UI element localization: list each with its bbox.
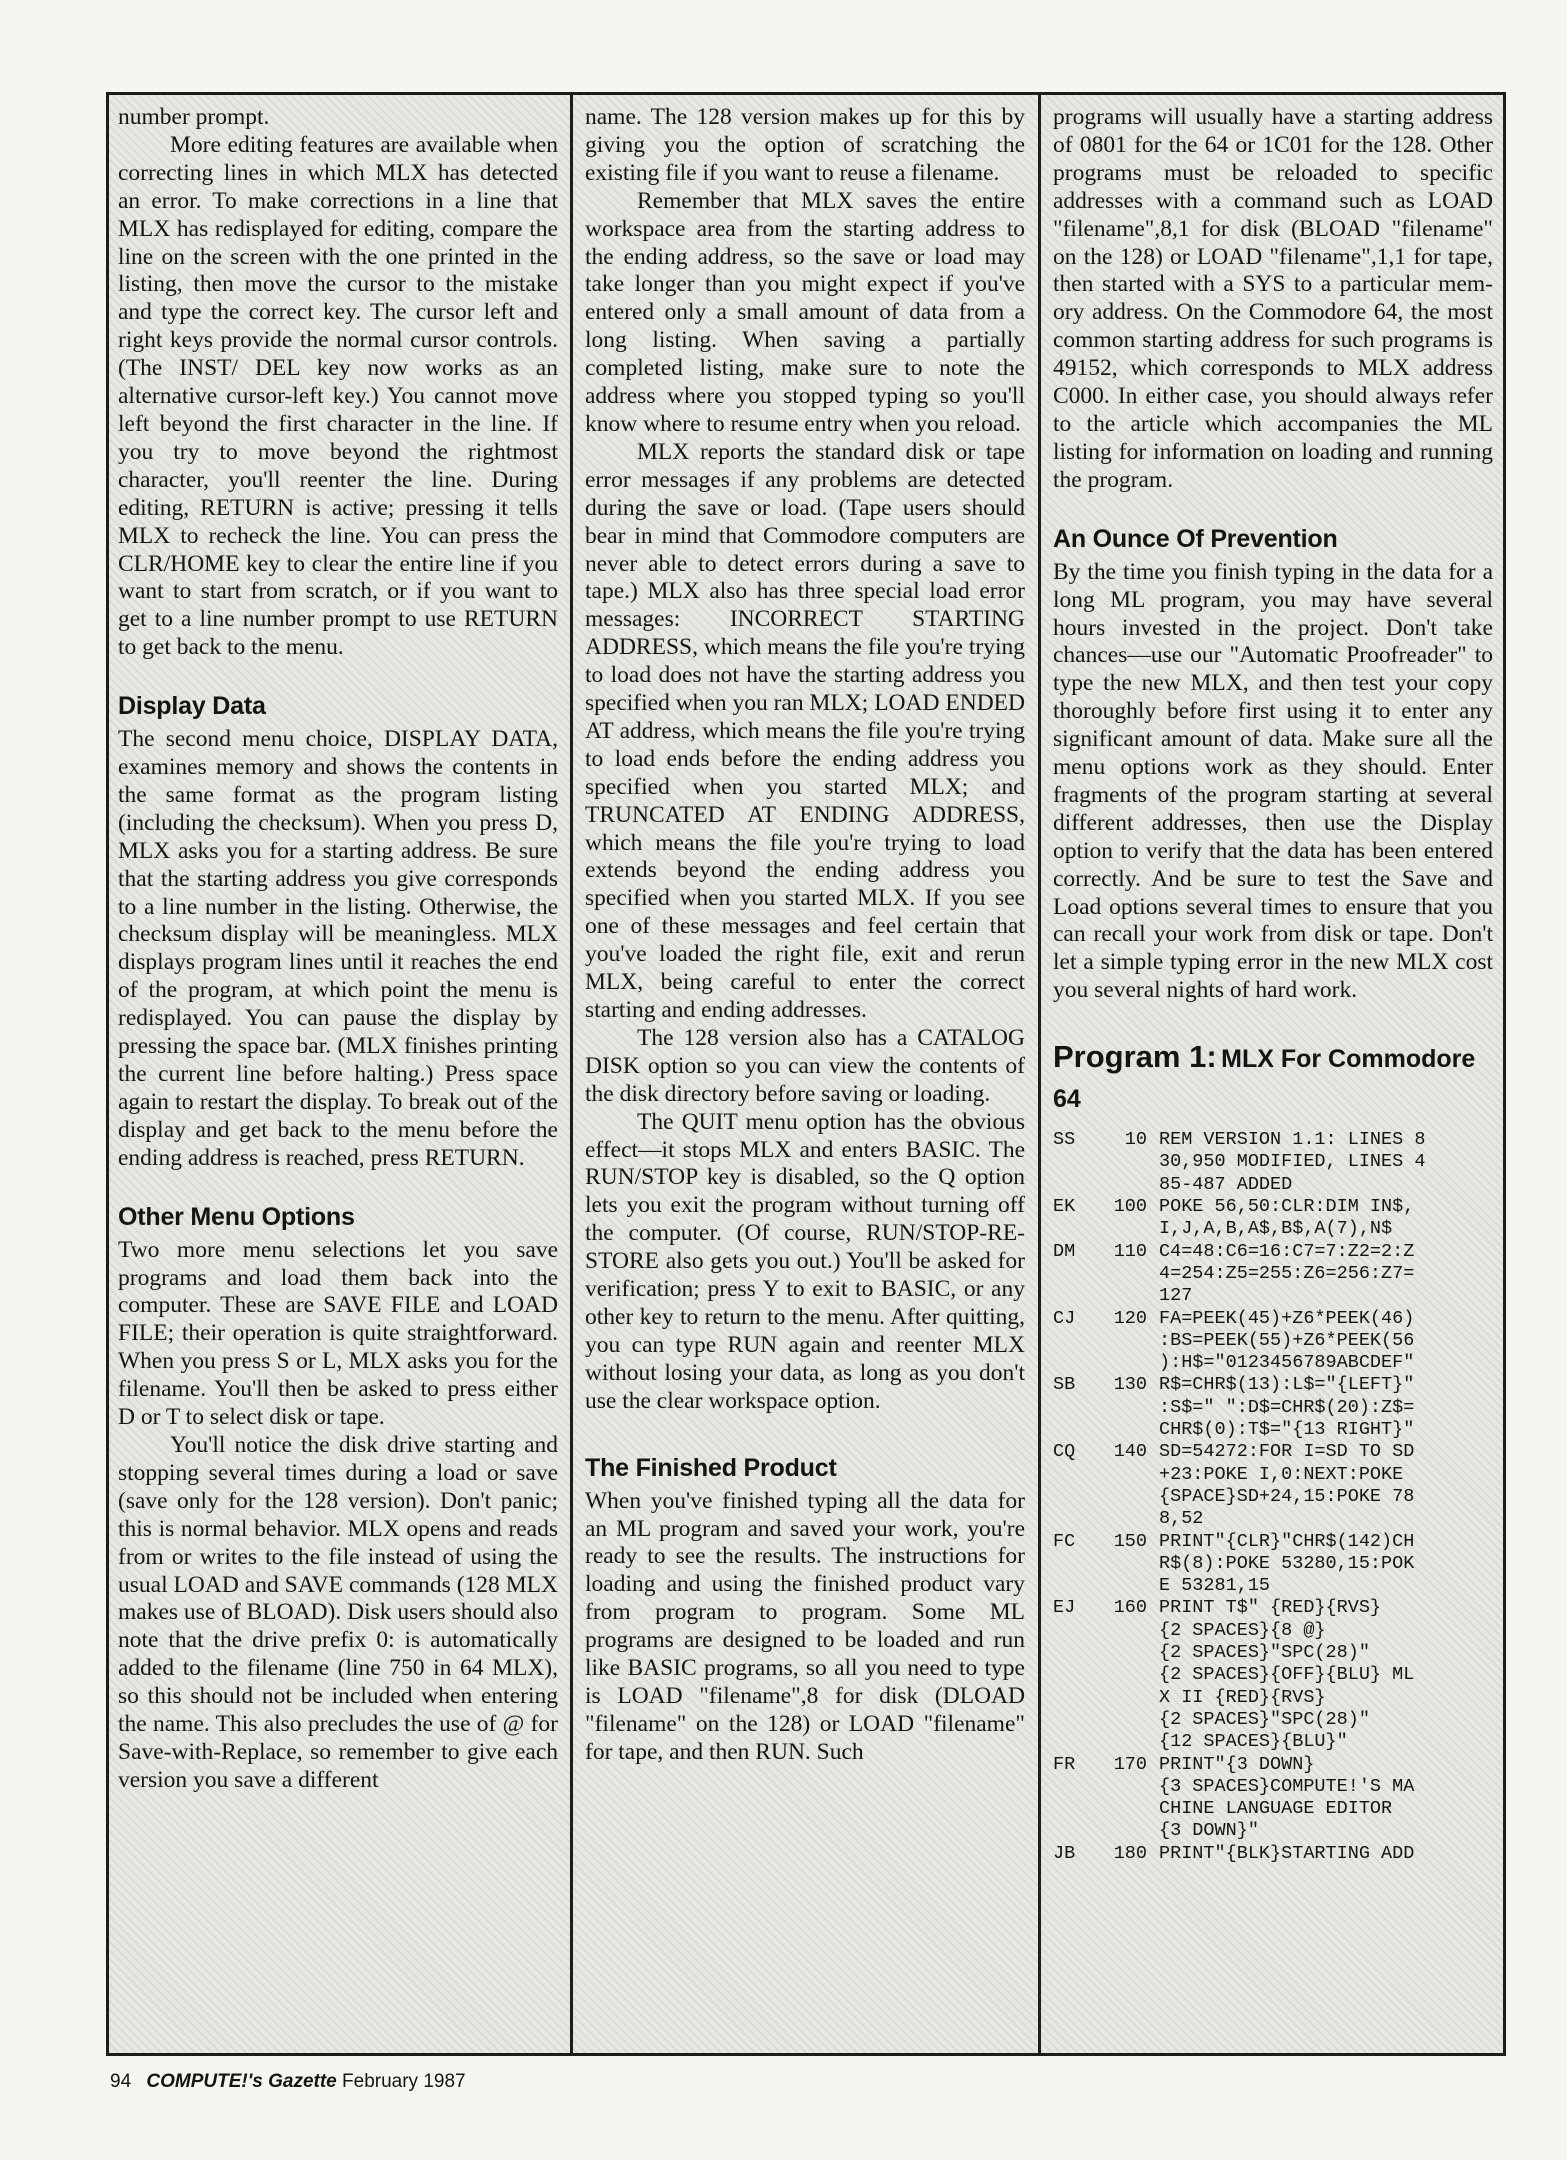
paragraph: name. The 128 version makes up for this by giving you the option of scratching the existing file if you want to reuse a filename. — [585, 104, 1025, 186]
code-line: FA=PEEK(45)+Z6*PEEK(46) — [1159, 1307, 1415, 1329]
checksum: EK — [1053, 1196, 1076, 1218]
column-divider — [570, 92, 573, 2056]
code — [1159, 1129, 1493, 1196]
line-number: 150 — [1113, 1530, 1147, 1552]
paragraph: Two more menu selections let you save programs and load them back into the computer. These are SAVE FILE and LOAD FILE; their operation is quite straightforward. When you press S or L, MLX asks you for the filename. You'll then be asked to press either D or T to select disk or tape. — [118, 1236, 558, 1431]
checksum: SS — [1053, 1129, 1076, 1151]
code-line: R$=CHR$(13):L$="{LEFT}" — [1159, 1374, 1415, 1396]
code — [1159, 1754, 1493, 1843]
code-line: C4=48:C6=16:C7=7:Z2=2:Z — [1159, 1240, 1415, 1262]
column-2 — [585, 104, 1025, 2048]
code-line: {2 SPACES}{OFF}{BLU} ML — [1159, 1664, 1415, 1686]
code — [1159, 1308, 1493, 1375]
section-heading-display-data: Display Data — [118, 692, 266, 721]
code-line: {3 SPACES}COMPUTE!'S MA — [1159, 1775, 1415, 1797]
code — [1159, 1374, 1493, 1441]
checksum: CJ — [1053, 1307, 1076, 1329]
code-line: PRINT T$" {RED}{RVS} — [1159, 1597, 1382, 1619]
issue-date: February 1987 — [342, 2071, 466, 2092]
line-number: 100 — [1113, 1196, 1147, 1218]
checksum: CQ — [1053, 1441, 1076, 1463]
listing-row — [1053, 1241, 1493, 1308]
section-heading-prevention: An Ounce Of Prevention — [1053, 524, 1338, 553]
code-line: {12 SPACES}{BLU}" — [1159, 1731, 1348, 1753]
code-line: {2 SPACES}"SPC(28)" — [1159, 1642, 1370, 1664]
column-1 — [118, 104, 558, 2048]
paragraph: The second menu choice, DISPLAY DATA, examines memory and shows the contents in the same format as the program listing (including the checksum). When you press D, MLX asks you for a starting address. Be sure that the starting address you give corresponds to a line number in the listing. Otherwise, the checksum display will be meaningless. MLX displays program lines until it reaches the end of the program, at which point the menu is redisplayed. You can pause the display by pressing the space bar. (MLX finishes printing the current line before halting.) Press space again to restart the display. To break out of the display and get back to the menu before the ending address is reached, press RETURN. — [118, 726, 558, 1171]
code — [1159, 1196, 1493, 1241]
code-line: PRINT"{3 DOWN} — [1159, 1753, 1315, 1775]
program-title-prefix: Program 1: — [1053, 1039, 1217, 1075]
paragraph: number prompt. — [118, 104, 270, 130]
listing-row — [1053, 1308, 1493, 1375]
code-line: 8,52 — [1159, 1508, 1204, 1530]
listing-row — [1053, 1597, 1493, 1753]
page-footer — [110, 2071, 466, 2093]
paragraph: You'll notice the disk drive starting and stopping several times during a load or save (save only for the 128 version). Don't panic; this is normal behavior. MLX opens and reads from or writes to the file instead of using the usual LOAD and SAVE commands (128 MLX makes use of BLOAD). Disk users should also note that the drive prefix 0: is automatically added to the filename (line 750 in 64 MLX), so this should not be included when entering the name. This also precludes the use of @ for Save-with-Replace, so remember to give each version you save a different — [118, 1431, 558, 1793]
paragraph: When you've finished typing all the data for an ML program and saved your work, you're ready to see the results. The instructions for loading and using the finished product vary from program to program. Some ML programs are designed to be loaded and run like BASIC programs, so all you need to type is LOAD "filename",8 for disk (DLOAD "filename" on the 128) or LOAD "filename" for tape, and then RUN. Such — [585, 1487, 1025, 1765]
code — [1159, 1441, 1493, 1530]
listing-row — [1053, 1531, 1493, 1598]
line-number: 180 — [1113, 1842, 1147, 1864]
checksum: FR — [1053, 1753, 1076, 1775]
code-line: ):H$="0123456789ABCDEF" — [1159, 1352, 1415, 1374]
paragraph: programs will usually have a starting address of 0801 for the 64 or 1C01 for the 128. Other programs must be reloaded to specific addresses with a command such as LOAD "filename",8,1 for disk (BLOAD "filename" on the 128) or LOAD "filename",1,1 for tape, then started with a SYS to a particular memory address. On the Commodore 64, the most common starting address for such programs is 49152, which corresponds to MLX address C000. In either case, you should always refer to the article which accompanies the ML listing for information on loading and running the program. — [1053, 104, 1493, 493]
checksum: DM — [1053, 1240, 1076, 1262]
line-number: 110 — [1113, 1240, 1147, 1262]
column-divider — [1038, 92, 1041, 2056]
paragraph: More editing features are available when correcting lines in which MLX has detected an error. To make corrections in a line that MLX has redisplayed for editing, compare the line on the screen with the one printed in the listing, then move the cursor to the mistake and type the correct key. The cursor left and right keys provide the normal cursor controls. (The INST/ DEL key now works as an alternative cursor-left key.) You cannot move left beyond the first character in the line. If you try to move beyond the rightmost character, you'll reenter the line. During editing, RETURN is active; pressing it tells MLX to recheck the line. You can press the CLR/HOME key to clear the entire line if you want to start from scratch, or if you want to get to a line number prompt to use RETURN to get back to the menu. — [118, 131, 558, 661]
line-number: 170 — [1113, 1753, 1147, 1775]
code-line: PRINT"{BLK}STARTING ADD — [1159, 1842, 1415, 1864]
program-title-rest: MLX For Commodore 64 — [1053, 1045, 1476, 1114]
checksum: JB — [1053, 1842, 1076, 1864]
code-line: {2 SPACES}{8 @} — [1159, 1619, 1326, 1641]
line-number: 130 — [1113, 1374, 1147, 1396]
program-title — [1053, 1039, 1493, 1121]
section-heading-finished-product: The Finished Product — [585, 1453, 837, 1482]
code-line: E 53281,15 — [1159, 1575, 1271, 1597]
code-line: POKE 56,50:CLR:DIM IN$, — [1159, 1196, 1415, 1218]
listing-row — [1053, 1374, 1493, 1441]
code-line: X II {RED}{RVS} — [1159, 1686, 1326, 1708]
code-line: {3 DOWN}" — [1159, 1820, 1259, 1842]
section-heading-other-menu-options: Other Menu Options — [118, 1202, 355, 1231]
code-line: +23:POKE I,0:NEXT:POKE — [1159, 1463, 1404, 1485]
code-line: :BS=PEEK(55)+Z6*PEEK(56 — [1159, 1329, 1415, 1351]
code-line: CHR$(0):T$="{13 RIGHT}" — [1159, 1419, 1415, 1441]
code-line: R$(8):POKE 53280,15:POK — [1159, 1552, 1415, 1574]
page-number: 94 — [110, 2071, 132, 2092]
code — [1159, 1843, 1493, 1865]
code-line: 85-487 ADDED — [1159, 1173, 1293, 1195]
code-line: I,J,A,B,A$,B$,A(7),N$ — [1159, 1218, 1393, 1240]
line-number: 10 — [1124, 1129, 1147, 1151]
line-number: 140 — [1113, 1441, 1147, 1463]
code-line: {SPACE}SD+24,15:POKE 78 — [1159, 1485, 1415, 1507]
code — [1159, 1597, 1493, 1753]
code-line: :S$=" ":D$=CHR$(20):Z$= — [1159, 1396, 1415, 1418]
magazine-name: COMPUTE!'s Gazette — [146, 2071, 337, 2092]
listing-row — [1053, 1754, 1493, 1843]
code-line: 30,950 MODIFIED, LINES 4 — [1159, 1151, 1426, 1173]
line-number: 120 — [1113, 1307, 1147, 1329]
listing-row — [1053, 1441, 1493, 1530]
program-listing — [1053, 1129, 1493, 1865]
checksum: FC — [1053, 1530, 1076, 1552]
code — [1159, 1241, 1493, 1308]
paragraph: By the time you finish typing in the data for a long ML program, you may have several hours invested in the project. Don't take chances—use our "Automatic Proofreader" to type the new MLX, and then test your copy thoroughly before first using it to enter any significant amount of data. Make sure all the menu options work as they should. Enter fragments of the program starting at several different addresses, then use the Display option to verify that the data has been entered correctly. And be sure to test the Save and Load options several times to ensure that you can recall your work from disk or tape. Don't let a simple typing error in the new MLX cost you several nights of hard work. — [1053, 558, 1493, 1004]
paragraph: The 128 version also has a CATALOG DISK option so you can view the contents of the disk directory before saving or loading. — [585, 1024, 1025, 1107]
code-line: 127 — [1159, 1285, 1193, 1307]
line-number: 160 — [1113, 1597, 1147, 1619]
code-line: SD=54272:FOR I=SD TO SD — [1159, 1441, 1415, 1463]
paragraph: MLX reports the standard disk or tape error messages if any problems are detected during the save or load. (Tape users should bear in mind that Commodore computers are never able to detect errors during a save to tape.) MLX also has three special load error messages: INCORRECT STARTING ADDRESS, which means the file you're trying to load does not have the starting address you specified when you ran MLX; LOAD ENDED AT address, which means the file you're trying to load ends before the ending address you specified when you started MLX; and TRUNCATED AT ENDING ADDRESS, which means the file you're trying to load extends beyond the ending address you specified when you started MLX. If you see one of these messages and feel certain that you've loaded the right file, exit and rerun MLX, being careful to enter the correct starting and ending addresses. — [585, 438, 1025, 1023]
code — [1159, 1531, 1493, 1598]
code-line: CHINE LANGUAGE EDITOR — [1159, 1798, 1393, 1820]
column-3 — [1053, 104, 1493, 2048]
code-line: REM VERSION 1.1: LINES 8 — [1159, 1129, 1426, 1151]
code-line: PRINT"{CLR}"CHR$(142)CH — [1159, 1530, 1415, 1552]
checksum: EJ — [1053, 1597, 1076, 1619]
listing-row — [1053, 1129, 1493, 1196]
checksum: SB — [1053, 1374, 1076, 1396]
code-line: 4=254:Z5=255:Z6=256:Z7= — [1159, 1262, 1415, 1284]
code-line: {2 SPACES}"SPC(28)" — [1159, 1708, 1370, 1730]
listing-row — [1053, 1843, 1493, 1865]
paragraph: The QUIT menu option has the obvious effect—it stops MLX and enters BASIC. The RUN/STOP key is disabled, so the Q option lets you exit the program without turning off the computer. (Of course, RUN/STOP-RESTORE also gets you out.) You'll be asked for verification; press Y to exit to BASIC, or any other key to return to the menu. After quitting, you can type RUN again and reenter MLX without losing your data, as long as you don't use the clear workspace option. — [585, 1108, 1025, 1414]
listing-row — [1053, 1196, 1493, 1241]
paragraph: Remember that MLX saves the entire workspace area from the starting address to the ending address, so the save or load may take longer than you might expect if you've entered only a small amount of data from a long listing. When saving a partially completed listing, make sure to note the address where you stopped typing so you'll know where to resume entry when you reload. — [585, 187, 1025, 437]
